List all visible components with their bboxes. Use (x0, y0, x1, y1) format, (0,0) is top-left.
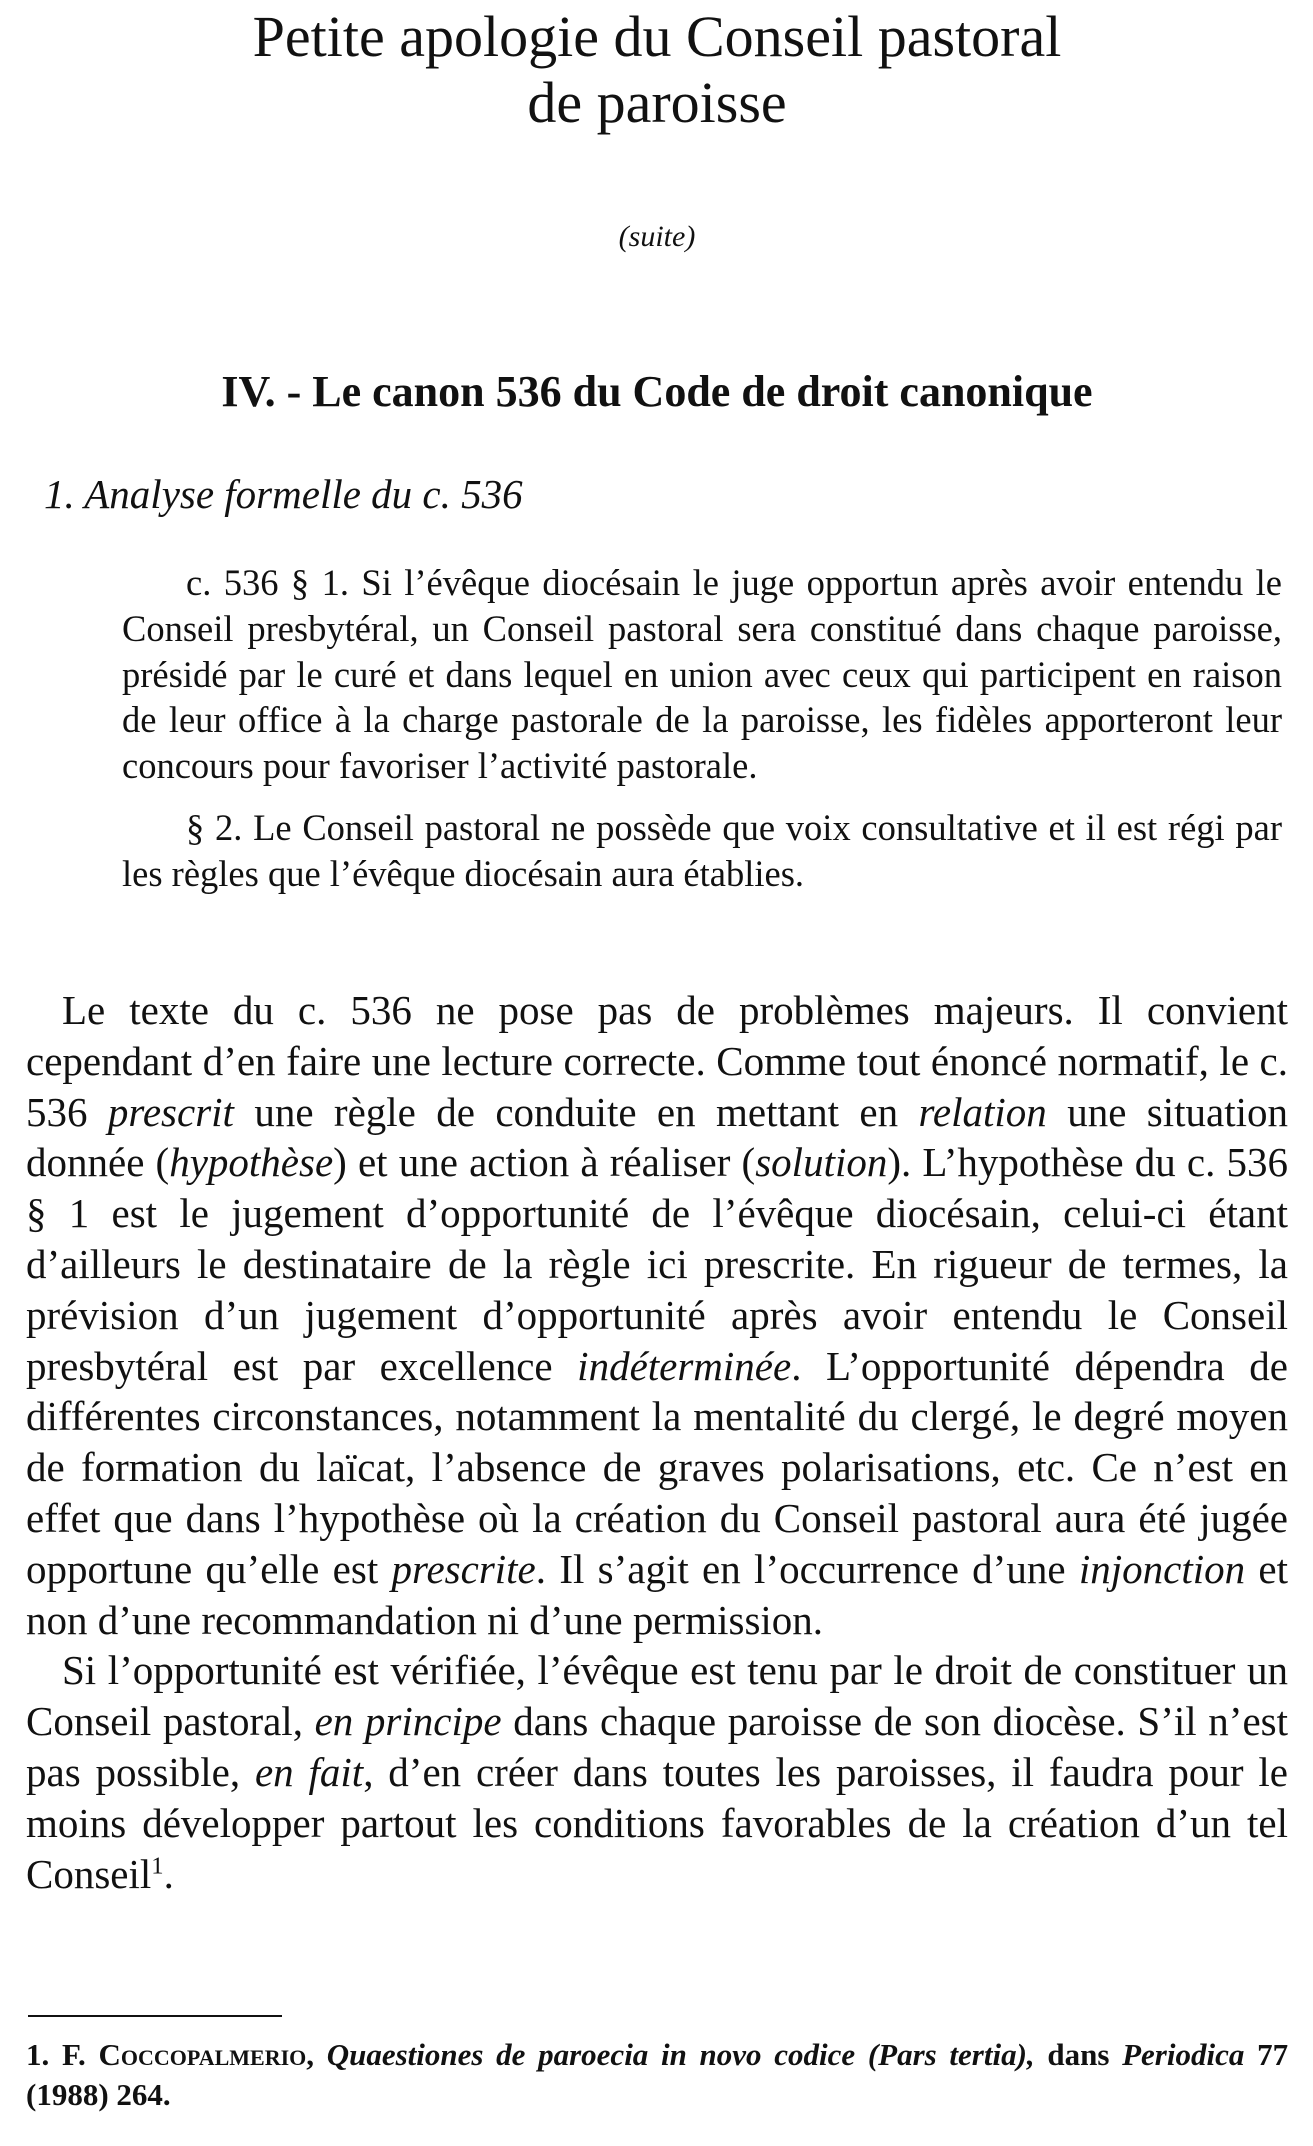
text-run: ). L’hypothèse du c. 536 § 1 est le jugement d’opportunité de l’évêque diocésain, celui-ci étant d’ailleurs le destinataire de la règle ici prescrite. En rigueur de termes, la prévision d’un jugement d’opportunité après avoir entendu le Conseil presbytéral est par excellence (26, 1139, 1289, 1389)
text-run: . Il s’agit en l’occurrence d’une (535, 1545, 1079, 1592)
text-run: une situation donnée ( (26, 1088, 1289, 1186)
text-run: . L’opportunité dépendra de différentes circonstances, notamment la mentalité du clergé, le degré moyen de formation du laïcat, l’absence de graves polarisations, etc. Ce n’est en effet que dans l’hypothèse où la création du Conseil pastoral aura été jugée opportune qu’elle est (26, 1342, 1288, 1592)
title-line-1: Petite apologie du Conseil pastoral (252, 4, 1062, 69)
text-run: , d’en créer dans toutes les paroisses, il faudra pour le moins développer partout les conditions favorables de la création d’un tel Conseil (26, 1748, 1289, 1897)
emphasis: solution (755, 1139, 888, 1186)
body-paragraph-2 (26, 1645, 1288, 1899)
emphasis: en principe (314, 1698, 502, 1745)
footnote-reference-details: 77 (1988) 264. (26, 2037, 1289, 2112)
text-run: et non d’une recommandation ni d’une permission. (26, 1545, 1288, 1643)
footnote-author: Coccopalmerio, (98, 2037, 315, 2072)
footnote-reference[interactable]: 1 (151, 1851, 164, 1879)
section-heading: IV. - Le canon 536 du Code de droit canonique (221, 367, 1093, 416)
text-run: une règle de conduite en mettant en (233, 1088, 919, 1135)
emphasis: prescrite (391, 1545, 536, 1592)
page (26, 0, 1288, 2146)
body-paragraph-1 (26, 985, 1288, 1645)
emphasis: relation (918, 1088, 1047, 1135)
text-run: dans chaque paroisse de son diocèse. S’il n’est pas possible, (26, 1698, 1288, 1795)
text-run: . (163, 1850, 174, 1897)
emphasis: indéterminée (577, 1342, 792, 1389)
emphasis: hypothèse (169, 1139, 334, 1186)
footnote-author-initial: F. (61, 2037, 86, 2072)
canon-quote (122, 560, 1282, 897)
text-run: Si l’opportunité est vérifiée, l’évêque est tenu par le droit de constituer un Conseil pastoral, (26, 1647, 1288, 1745)
title-line-2: de paroisse (527, 70, 787, 135)
text-run: Le texte du c. 536 ne pose pas de problèmes majeurs. Il convient cependant d’en faire une lecture correcte. Comme tout énoncé normatif, le c. 536 (26, 987, 1288, 1135)
footnote-journal: Periodica (1122, 2037, 1245, 2072)
body-text (26, 985, 1288, 1899)
footnote-connector: dans (1047, 2037, 1110, 2072)
footnote (26, 2035, 1288, 2115)
footnote-number: 1. (26, 2037, 50, 2072)
sub-heading: 1. Analyse formelle du c. 536 (44, 471, 523, 517)
emphasis: prescrit (107, 1088, 234, 1135)
page-title (26, 4, 1288, 136)
canon-paragraph-2: § 2. Le Conseil pastoral ne possède que voix consultative et il est régi par les règles que l’évêque diocésain aura établies. (122, 806, 1282, 894)
text-run: ) et une action à réaliser ( (333, 1139, 756, 1186)
footnote-work-title: Quaestiones de paroecia in novo codice (Pars tertia), (326, 2037, 1035, 2072)
emphasis: injonction (1078, 1545, 1246, 1592)
emphasis: en fait (254, 1748, 364, 1795)
subtitle: (suite) (618, 220, 696, 253)
canon-paragraph-1: c. 536 § 1. Si l’évêque diocésain le juge opportun après avoir entendu le Conseil presbytéral, un Conseil pastoral sera constitué dans chaque paroisse, présidé par le curé et dans lequel en union avec ceux qui participent en raison de leur office à la charge pastorale de la paroisse, les fidèles apporteront leur concours pour favoriser l’activité pastorale. (122, 562, 1282, 787)
footnote-divider (28, 2015, 282, 2017)
